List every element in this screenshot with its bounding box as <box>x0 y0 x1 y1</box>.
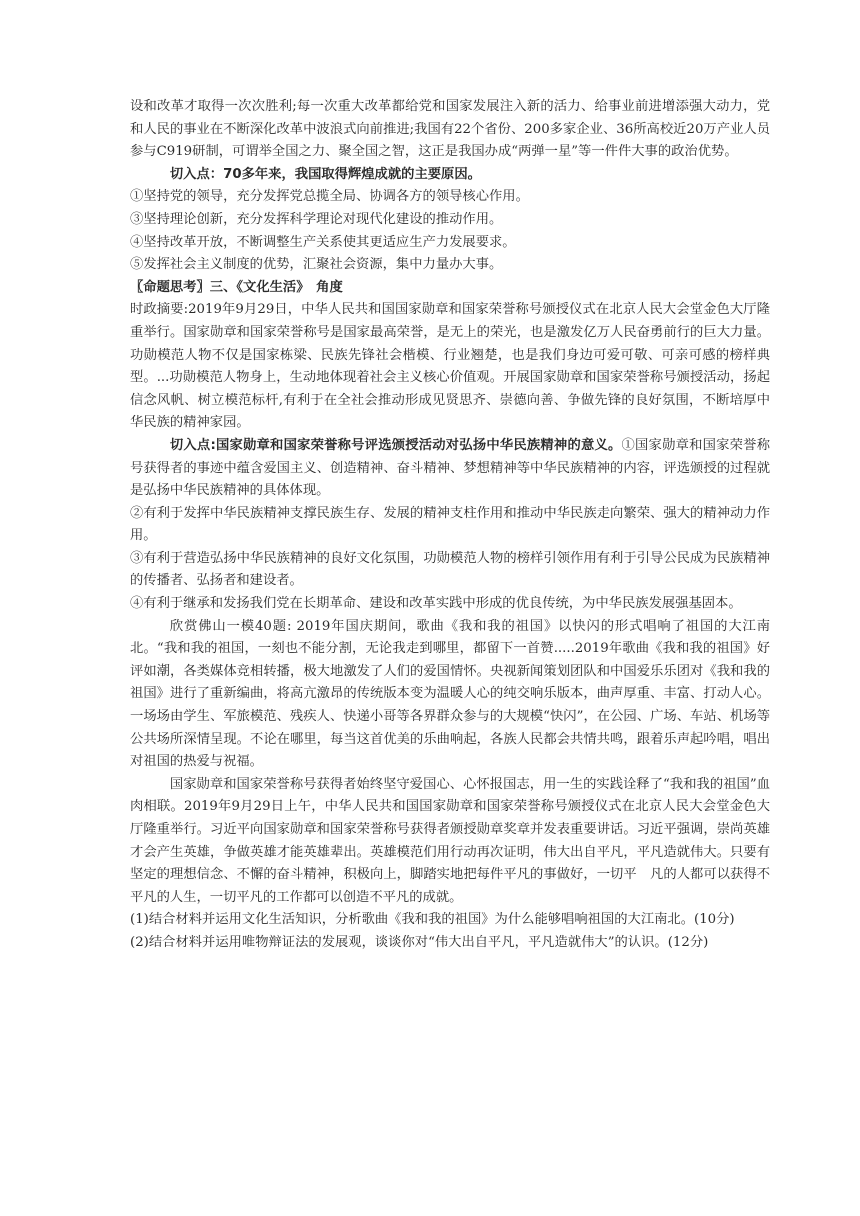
list-item: ④坚持改革开放，不断调整生产关系使其更适应生产力发展要求。 <box>130 234 516 250</box>
paragraph-honor-material: 国家勋章和国家荣誉称号获得者始终坚守爱国心、心怀报国志，用一生的实践诠释了“我和我的祖国”血肉相联。2019年9月29日上午，中华人民共和国国家勋章和国家荣誉称号颁授仪式在北京人民大会堂金色大厅隆重举行。习近平向国家勋章和国家荣誉称号获得者颁授勋章奖章并发表重要讲话。习近平强调，崇尚英雄才会产生英雄，争做英雄才能英雄辈出。英雄模范们用行动再次证明，伟大出自平凡，平凡造就伟大。只要有坚定的理想信念、不懈的奋斗精神，积极向上，脚踏实地把每件平凡的事做好，一切平 凡的人都可以获得不平凡的人生，一切平凡的工作都可以创造不平凡的成就。 <box>130 776 770 905</box>
heading-entry-point-1: 切入点：70多年来，我国取得辉煌成就的主要原因。 <box>169 166 481 182</box>
list-item: ①坚持党的领导，充分发挥党总揽全局、协调各方的领导核心作用。 <box>130 189 529 205</box>
paragraph-news-summary: 时政摘要:2019年9月29日，中华人民共和国国家勋章和国家荣誉称号颁授仪式在北京人民大会堂金色大厅隆重举行。国家勋章和国家荣誉称号是国家最高荣誉，是无上的荣光，也是激发亿万人民奋勇前行的巨大力量。功勋模范人物不仅是国家栋梁、民族先锋社会楷模、行业翘楚，也是我们身边可爱可敬、可亲可感的榜样典型。...功勋模范人物身上，生动地体现着社会主义核心价值观。开展国家勋章和国家荣誉称号颁授活动，扬起信念风帆、树立模范标杆,有利于在全社会推动形成见贤思齐、崇德向善、争做先锋的良好氛围，不断培厚中华民族的精神家园。 <box>130 302 770 431</box>
list-item: ④有利于继承和发扬我们党在长期革命、建设和改革实践中形成的优良传统，为中华民族发展强基固本。 <box>130 596 742 612</box>
list-item: ③有利于营造弘扬中华民族精神的良好文化氛围，功勋模范人物的榜样引领作用有利于引导公民成为民族精神的传播者、弘扬者和建设者。 <box>130 550 770 589</box>
heading-entry-point-2: 切入点:国家勋章和国家荣誉称号评选颁授活动对弘扬中华民族精神的意义。 <box>169 437 622 453</box>
document-page <box>130 96 770 955</box>
paragraph-reform: 设和改革才取得一次次胜利;每一次重大改革都给党和国家发展注入新的活力、给事业前进增添强大动力，党和人民的事业在不断深化改革中波浪式向前推进;我国有22个省份、200多家企业、36所高校近20万产业人员参与C919研制，可谓举全国之力、聚全国之智，这正是我国办成“两弹一星”等一件件大事的政治优势。 <box>130 99 770 160</box>
list-item: ⑤发挥社会主义制度的优势，汇聚社会资源，集中力量办大事。 <box>130 257 503 273</box>
list-item: ③坚持理论创新，充分发挥科学理论对现代化建设的推动作用。 <box>130 211 503 227</box>
question-1: (1)结合材料并运用文化生活知识，分析歌曲《我和我的祖国》为什么能够唱响祖国的大江南北。(10分) <box>130 912 735 928</box>
paragraph-song-material: 欣赏佛山一模40题: 2019年国庆期间，歌曲《我和我的祖国》以快闪的形式唱响了祖国的大江南北。“我和我的祖国，一刻也不能分割，无论我走到哪里，都留下一首赞.....2019年歌曲《我和我的祖国》好评如潮，各类媒体竞相转播，极大地激发了人们的爱国情怀。央视新闻策划团队和中国爱乐乐团对《我和我的祖国》进行了重新编曲，将高亢激昂的传统版本变为温暖人心的纯交响乐版本，曲声厚重、丰富、打动人心。一场场由学生、军旅模范、残疾人、快递小哥等各界群众参与的大规模“快闪”，在公园、广场、车站、机场等公共场所深情呈现。不论在哪里，每当这首优美的乐曲响起，各族人民都会共情共鸣，跟着乐声起吟唱，唱出对祖国的热爱与祝福。 <box>130 618 770 770</box>
list-item: ②有利于发挥中华民族精神支撑民族生存、发展的精神支柱作用和推动中华民族走向繁荣、强大的精神动力作用。 <box>130 505 770 544</box>
section-heading: 〖命题思考〗三、《文化生活》 角度 <box>130 279 343 295</box>
question-2: (2)结合材料并运用唯物辩证法的发展观，谈谈你对“伟大出自平凡，平凡造就伟大”的认识。(12分) <box>130 934 709 950</box>
paragraph-entry-point-2 <box>130 435 770 503</box>
entry-point-2-text: ①国家勋章和国家荣誉称号获得者的事迹中蕴含爱国主义、创造精神、奋斗精神、梦想精神等中华民族精神的内容，评选颁授的过程就是弘扬中华民族精神的具体体现。 <box>130 437 770 499</box>
